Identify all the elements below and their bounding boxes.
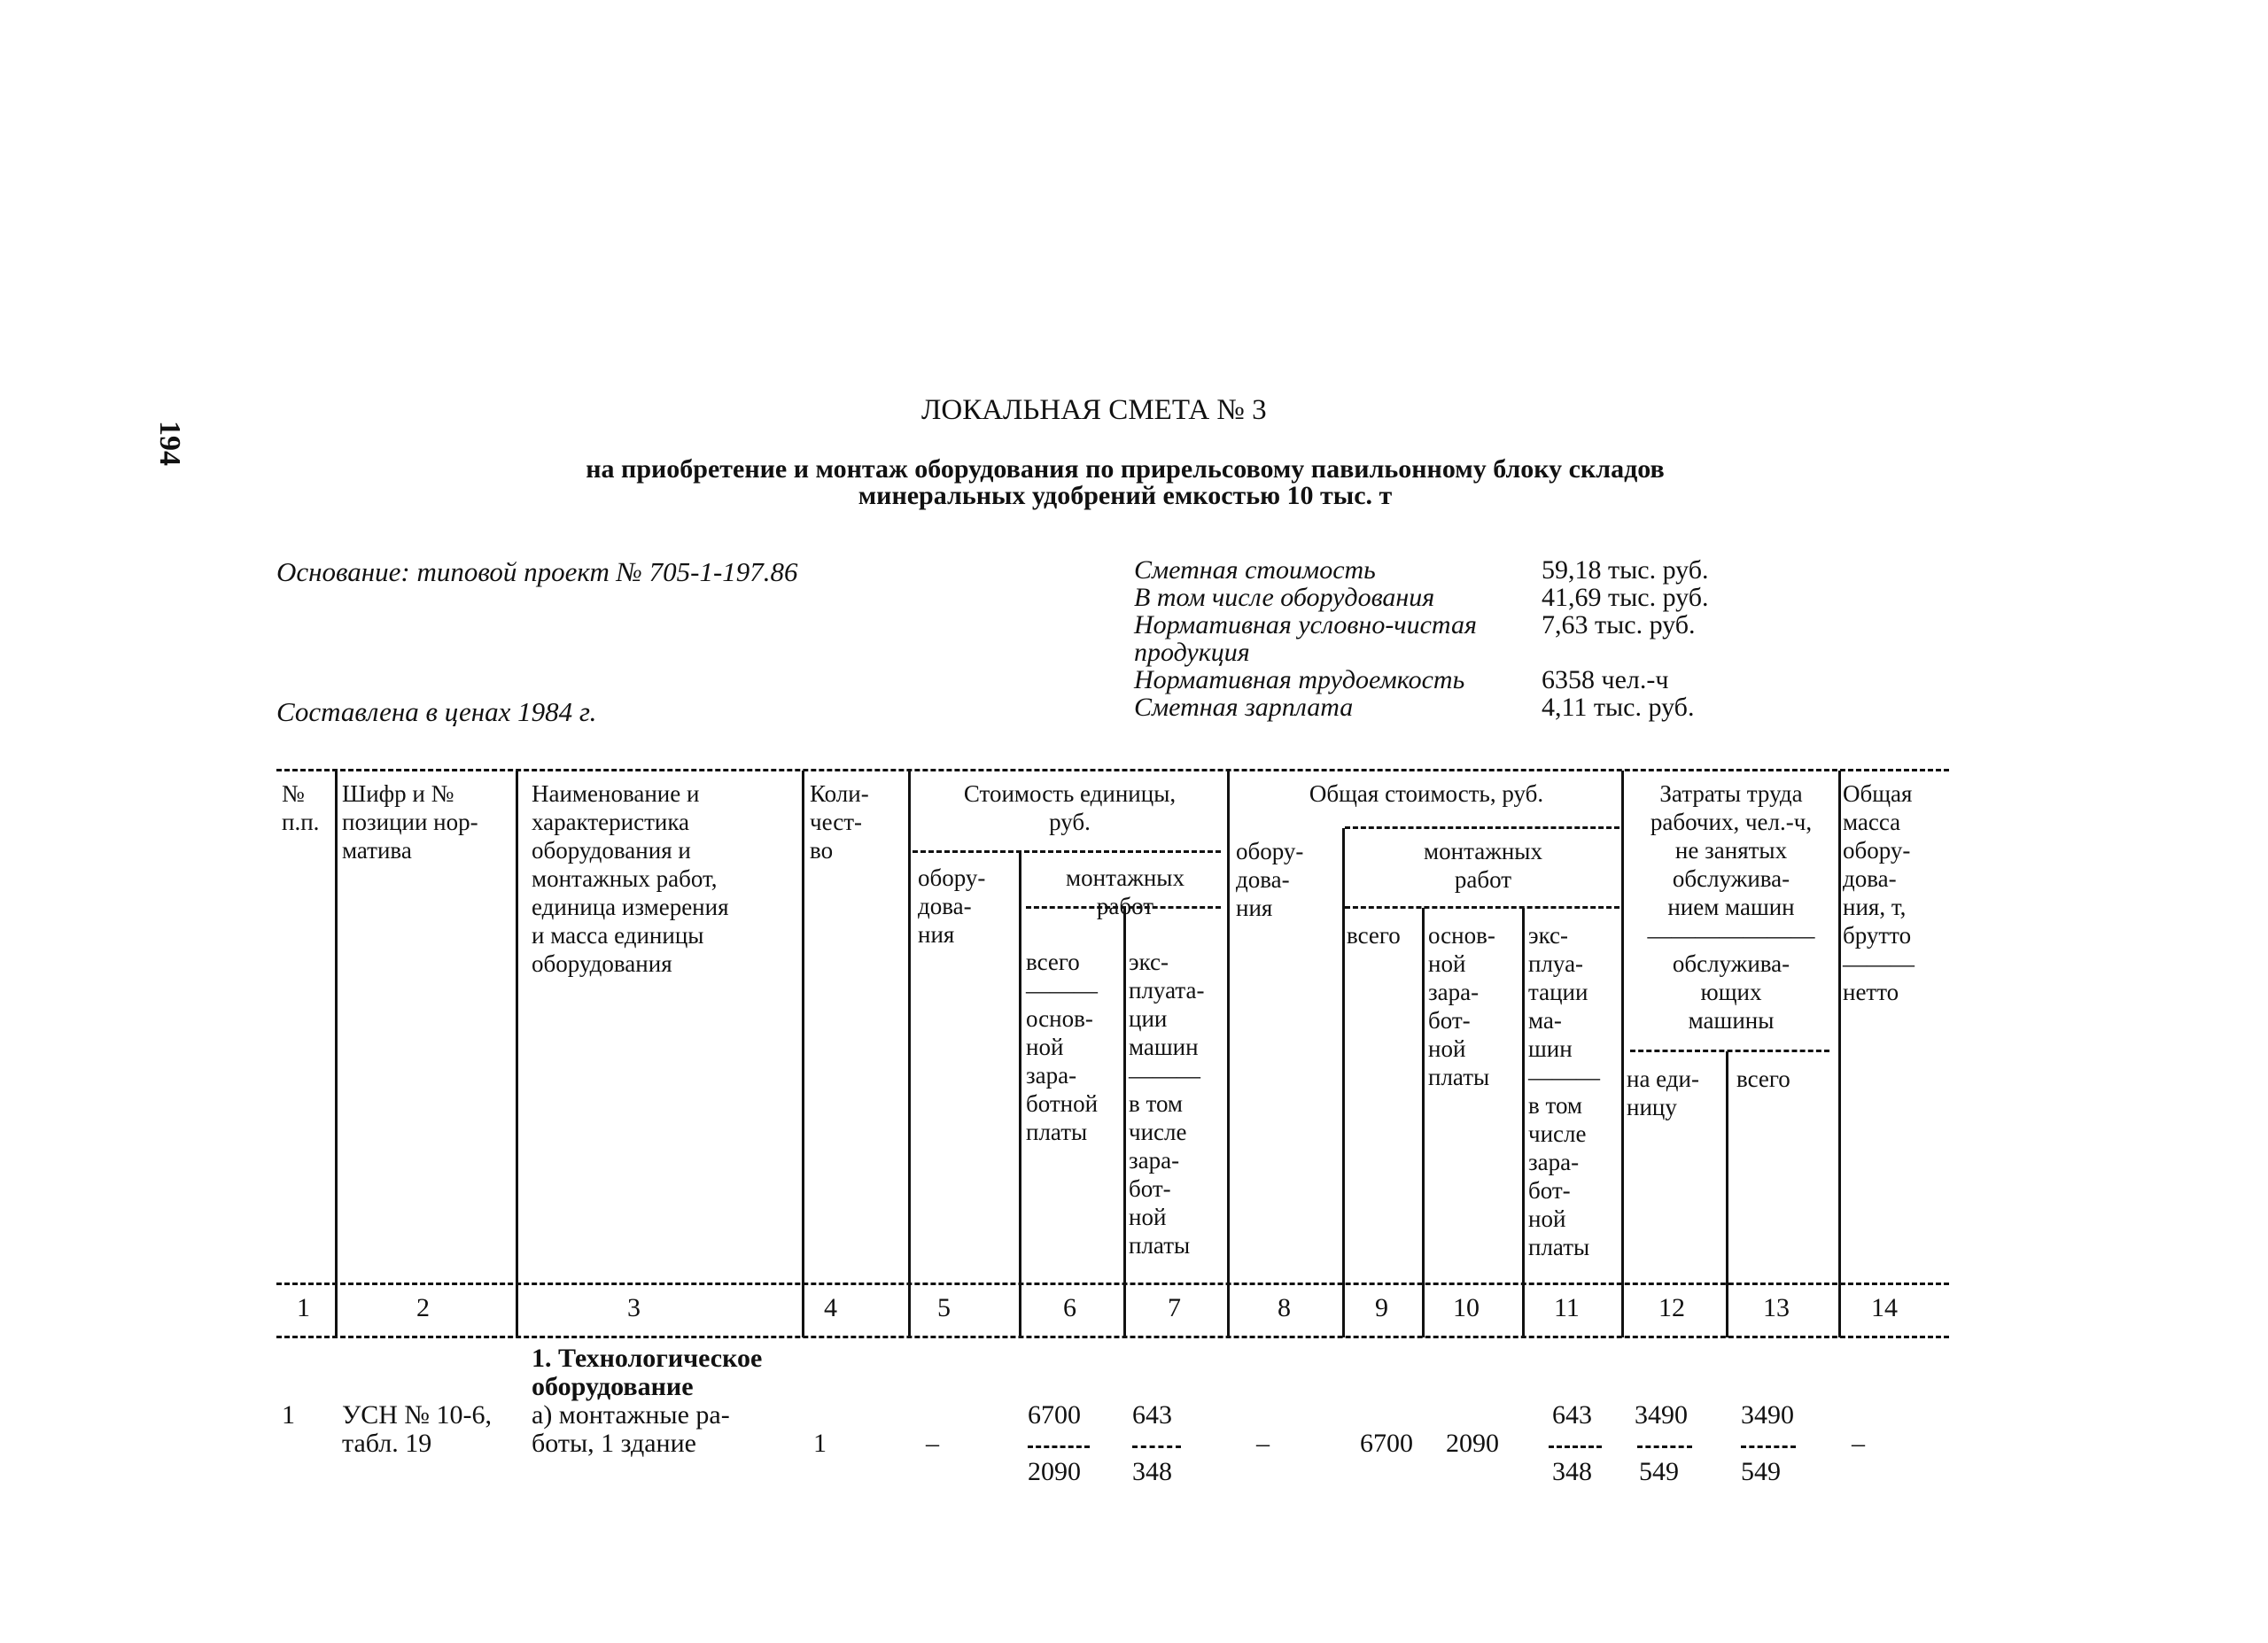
- row-mass: –: [1852, 1429, 1865, 1458]
- header-c1: № п.п.: [282, 780, 320, 835]
- summary-label-2: Нормативная условно-чистая: [1134, 610, 1477, 639]
- header-unit-equip: обору- дова- ния: [918, 864, 986, 948]
- column-number: 2: [416, 1293, 430, 1322]
- summary-label-3: продукция: [1134, 638, 1250, 667]
- header-total-cost: Общая стоимость, руб.: [1309, 780, 1544, 807]
- col-divider: [908, 771, 911, 1337]
- header-total-mach: экс- плуа- тации ма- шин ——— в том числе зара- бот- ной платы: [1528, 922, 1600, 1260]
- column-number: 7: [1168, 1293, 1181, 1322]
- row-equip-unit: –: [926, 1429, 939, 1458]
- unit-cost-sub-rule: [913, 850, 1221, 853]
- column-number: 13: [1763, 1293, 1790, 1322]
- unit-total-top: 6700: [1028, 1400, 1081, 1430]
- summary-value-4: 6358 чел.-ч: [1542, 665, 1669, 694]
- header-labor-unit: на еди- ницу: [1627, 1066, 1699, 1120]
- fraction-rule: [1741, 1445, 1796, 1448]
- unit-total-bottom: 2090: [1028, 1457, 1081, 1486]
- labor-sub-rule: [1630, 1050, 1829, 1052]
- column-number: 10: [1453, 1293, 1480, 1322]
- column-number: 8: [1278, 1293, 1291, 1322]
- prices-text: Составлена в ценах 1984 г.: [276, 696, 597, 727]
- header-labor-total: всего: [1736, 1066, 1790, 1092]
- col-divider: [1019, 852, 1021, 1337]
- total-equip: –: [1256, 1429, 1270, 1458]
- header-total-equip: обору- дова- ния: [1236, 838, 1304, 921]
- header-c4: Коли- чест- во: [810, 780, 869, 864]
- document-subtitle: [496, 456, 1754, 509]
- page-number: 194: [153, 421, 186, 466]
- summary-value-0: 59,18 тыс. руб.: [1542, 555, 1709, 585]
- fraction-rule: [1028, 1445, 1090, 1448]
- total-wage: 2090: [1446, 1429, 1499, 1458]
- column-number: 6: [1063, 1293, 1076, 1322]
- column-number: 12: [1658, 1293, 1685, 1322]
- row-qty: 1: [813, 1429, 827, 1458]
- header-unit-cost: Стоимость единицы, руб.: [963, 780, 1177, 835]
- labor-unit-bottom: 549: [1639, 1457, 1679, 1486]
- column-number: 11: [1554, 1293, 1580, 1322]
- header-mass: Общая масса обору- дова- ния, т, брутто ——— нетто: [1843, 780, 1915, 1005]
- row-number: 1: [282, 1400, 295, 1430]
- col-divider: [516, 771, 518, 1337]
- row-code: УСН № 10-6, табл. 19: [342, 1400, 493, 1458]
- row-name: а) монтажные ра- боты, 1 здание: [532, 1400, 730, 1458]
- basis-text: Основание: типовой проект № 705-1-197.86: [276, 556, 798, 587]
- col-divider: [1342, 828, 1345, 1337]
- total-mount-sub-rule: [1345, 906, 1619, 909]
- number-row-bottom-rule: [276, 1336, 1949, 1338]
- col-divider: [1422, 908, 1425, 1337]
- header-total-wage: основ- ной зара- бот- ной платы: [1428, 922, 1495, 1090]
- labor-unit-top: 3490: [1635, 1400, 1688, 1430]
- column-number: 14: [1871, 1293, 1898, 1322]
- fraction-rule: [1132, 1445, 1181, 1448]
- summary-label-4: Нормативная трудоемкость: [1134, 665, 1465, 694]
- column-number: 9: [1375, 1293, 1388, 1322]
- header-labor: Затраты труда рабочих, чел.-ч, не занятых обслужива- нием машин ——————— обслужива- ющих машины: [1647, 780, 1815, 1034]
- column-number: 3: [627, 1293, 641, 1322]
- header-c3: Наименование и характеристика оборудования и монтажных работ, единица измерения и масса единицы оборудования: [532, 780, 729, 977]
- col-divider: [1726, 1051, 1728, 1337]
- summary-label-0: Сметная стоимость: [1134, 555, 1376, 585]
- col-divider: [1838, 771, 1841, 1337]
- header-unit-total: всего ——— основ- ной зара- ботной платы: [1026, 949, 1099, 1145]
- column-number: 5: [937, 1293, 951, 1322]
- fraction-rule: [1637, 1445, 1692, 1448]
- summary-label-1: В том числе оборудования: [1134, 583, 1435, 612]
- labor-total-bottom: 549: [1741, 1457, 1781, 1486]
- total-mach-top: 643: [1552, 1400, 1592, 1430]
- unit-mach-top: 643: [1132, 1400, 1172, 1430]
- section-title: 1. Технологическое оборудование: [532, 1344, 763, 1401]
- subtitle-line-1: на приобретение и монтаж оборудования по прирельсовому павильонному блоку складов: [586, 454, 1665, 484]
- column-number: 1: [297, 1293, 310, 1322]
- labor-total-top: 3490: [1741, 1400, 1794, 1430]
- table-top-rule: [276, 769, 1949, 771]
- summary-value-5: 4,11 тыс. руб.: [1542, 693, 1695, 722]
- header-bottom-rule: [276, 1283, 1949, 1285]
- document-title: ЛОКАЛЬНАЯ СМЕТА № 3: [921, 394, 1267, 426]
- col-divider: [335, 771, 338, 1337]
- summary-value-2: 7,63 тыс. руб.: [1542, 610, 1696, 639]
- header-c2: Шифр и № позиции нор- матива: [342, 780, 478, 864]
- summary-value-1: 41,69 тыс. руб.: [1542, 583, 1709, 612]
- header-unit-mount: монтажных работ: [1066, 864, 1184, 919]
- col-divider: [1123, 908, 1126, 1337]
- col-divider: [1522, 908, 1525, 1337]
- header-total-all: всего: [1347, 922, 1401, 949]
- total-all: 6700: [1360, 1429, 1413, 1458]
- total-cost-sub-rule: [1345, 826, 1619, 829]
- unit-mach-bottom: 348: [1132, 1457, 1172, 1486]
- header-unit-mach: экс- плуата- ции машин ——— в том числе зара- бот- ной платы: [1129, 949, 1205, 1259]
- header-total-mount: монтажных работ: [1424, 838, 1542, 893]
- summary-label-5: Сметная зарплата: [1134, 693, 1354, 722]
- col-divider: [802, 771, 804, 1337]
- subtitle-line-2: минеральных удобрений емкостью 10 тыс. т: [858, 481, 1393, 510]
- fraction-rule: [1549, 1445, 1602, 1448]
- column-number: 4: [824, 1293, 837, 1322]
- col-divider: [1227, 771, 1230, 1337]
- total-mach-bottom: 348: [1552, 1457, 1592, 1486]
